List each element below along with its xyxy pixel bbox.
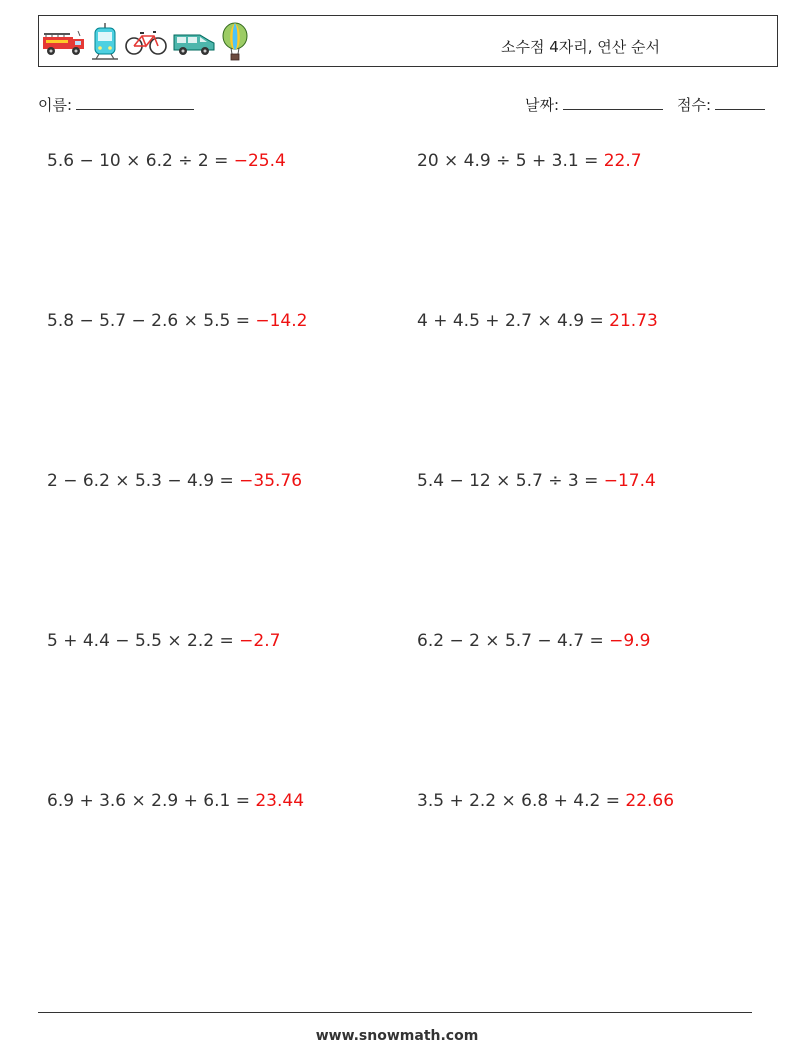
problem-4 [417, 311, 658, 331]
problem-answer: −14.2 [255, 311, 308, 331]
problem-3 [47, 311, 307, 331]
problem-expression: 6.9 + 3.6 × 2.9 + 6.1 = [47, 791, 256, 811]
problem-answer: −17.4 [603, 471, 656, 491]
problem-6 [417, 471, 656, 491]
problem-answer: −35.76 [239, 471, 303, 491]
problem-answer: −25.4 [233, 151, 286, 171]
problem-answer: 23.44 [255, 791, 305, 811]
problem-expression: 5 + 4.4 − 5.5 × 2.2 = [47, 631, 240, 651]
worksheet-header [38, 15, 778, 67]
van-icon [172, 27, 216, 57]
problem-expression: 3.5 + 2.2 × 6.8 + 4.2 = [417, 791, 626, 811]
problem-9 [47, 791, 304, 811]
problem-8 [417, 631, 650, 651]
problem-answer: 22.66 [625, 791, 675, 811]
footer-divider [38, 1012, 752, 1013]
bicycle-icon [124, 27, 168, 57]
score-blank[interactable] [715, 95, 765, 110]
footer-website[interactable]: www.snowmath.com [315, 1028, 479, 1044]
worksheet-title: 소수점 4자리, 연산 순서 [501, 38, 661, 56]
problem-expression: 20 × 4.9 ÷ 5 + 3.1 = [417, 151, 604, 171]
problem-7 [47, 631, 280, 651]
hot-air-balloon-icon [220, 22, 250, 62]
problem-expression: 2 − 6.2 × 5.3 − 4.9 = [47, 471, 240, 491]
header-icons [42, 22, 250, 62]
problem-expression: 6.2 − 2 × 5.7 − 4.7 = [417, 631, 610, 651]
problem-5 [47, 471, 302, 491]
date-field [525, 94, 663, 115]
tram-icon [90, 22, 120, 62]
date-label: 날짜: [525, 96, 560, 114]
fire-truck-icon [42, 27, 86, 57]
problem-expression: 4 + 4.5 + 2.7 × 4.9 = [417, 311, 610, 331]
problem-answer: −9.9 [609, 631, 651, 651]
score-label: 점수: [677, 96, 712, 114]
name-label: 이름: [38, 96, 73, 114]
problem-1 [47, 151, 286, 171]
problem-answer: 21.73 [609, 311, 658, 331]
problem-expression: 5.6 − 10 × 6.2 ÷ 2 = [47, 151, 234, 171]
problem-2 [417, 151, 642, 171]
score-field [677, 94, 765, 115]
problem-expression: 5.4 − 12 × 5.7 ÷ 3 = [417, 471, 604, 491]
date-blank[interactable] [563, 95, 663, 110]
name-field [38, 94, 194, 115]
name-blank[interactable] [76, 95, 194, 110]
problem-answer: −2.7 [239, 631, 281, 651]
problem-10 [417, 791, 674, 811]
problem-expression: 5.8 − 5.7 − 2.6 × 5.5 = [47, 311, 256, 331]
problem-answer: 22.7 [603, 151, 642, 171]
